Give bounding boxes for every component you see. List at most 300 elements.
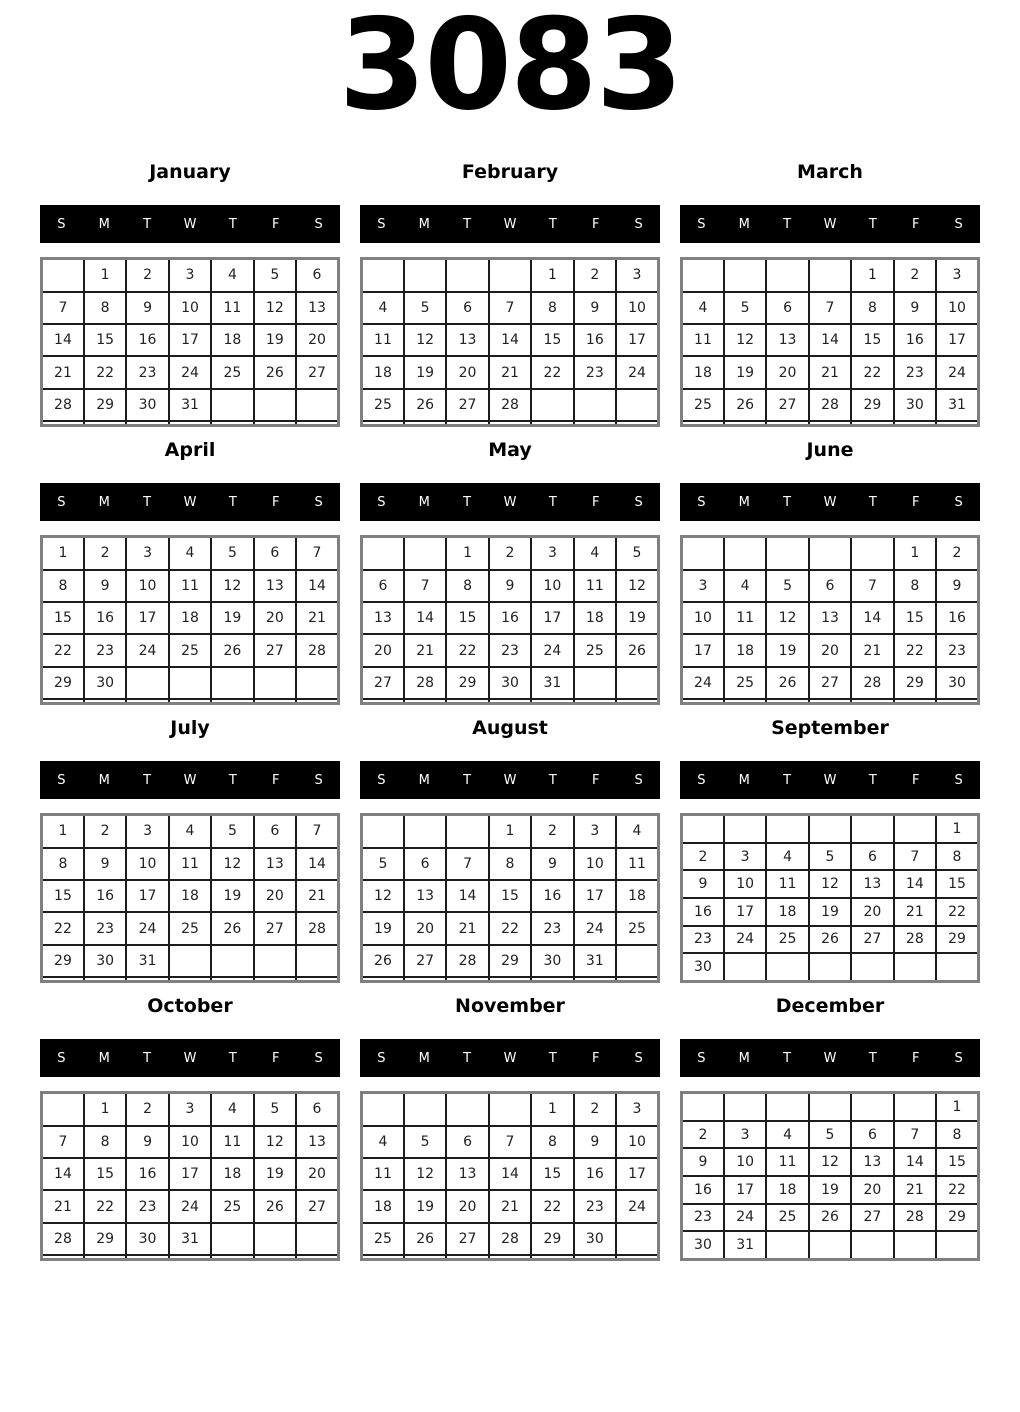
- day-cell: 20: [296, 1158, 338, 1190]
- day-cell: 22: [936, 1176, 978, 1204]
- weekday-label: F: [271, 494, 280, 510]
- day-cell: 25: [169, 912, 211, 944]
- day-cell: 29: [42, 945, 84, 977]
- day-cell: 7: [851, 570, 893, 602]
- day-cell: 20: [254, 602, 296, 634]
- month-july: [40, 716, 340, 983]
- day-cell: 2: [84, 815, 126, 848]
- weekday-label: M: [738, 1050, 750, 1066]
- day-cell: 26: [404, 1223, 446, 1255]
- empty-day-cell: [42, 1093, 84, 1126]
- day-cell: 15: [531, 324, 573, 356]
- day-cell: 4: [766, 843, 808, 871]
- day-cell: 27: [851, 1204, 893, 1232]
- day-cell: 26: [809, 1204, 851, 1232]
- day-cell: 23: [489, 634, 531, 666]
- day-cell: 30: [894, 389, 936, 421]
- day-cell: 5: [809, 843, 851, 871]
- day-cell: 25: [211, 356, 253, 388]
- weekday-header-bar: [680, 1039, 980, 1077]
- day-cell: 18: [362, 356, 404, 388]
- week-row: [42, 1255, 339, 1260]
- week-row: [362, 1190, 659, 1222]
- day-cell: 24: [126, 634, 168, 666]
- empty-day-cell: [894, 953, 936, 981]
- day-cell: 30: [489, 667, 531, 699]
- empty-day-cell: [531, 389, 573, 421]
- day-cell: 27: [809, 667, 851, 699]
- weekday-label: T: [548, 1050, 557, 1066]
- day-cell: 4: [682, 292, 724, 324]
- weekday-label: T: [228, 1050, 237, 1066]
- weekday-label: S: [634, 494, 643, 510]
- empty-day-cell: [404, 1093, 446, 1126]
- day-cell: 7: [894, 843, 936, 871]
- day-cell: 5: [404, 1126, 446, 1158]
- day-cell: 10: [682, 602, 724, 634]
- day-cell: 11: [169, 570, 211, 602]
- day-cell: 9: [489, 570, 531, 602]
- day-cell: 18: [724, 634, 766, 666]
- empty-day-cell: [851, 699, 893, 704]
- weekday-label: T: [783, 1050, 792, 1066]
- empty-day-cell: [446, 699, 488, 704]
- day-cell: 11: [766, 870, 808, 898]
- day-cell: 4: [616, 815, 658, 848]
- day-cell: 10: [724, 1148, 766, 1176]
- week-row: [362, 1223, 659, 1255]
- day-cell: 25: [574, 634, 616, 666]
- weekday-label: F: [271, 772, 280, 788]
- day-cell: 3: [531, 537, 573, 570]
- day-cell: 5: [362, 848, 404, 880]
- weekday-label: W: [183, 216, 197, 232]
- empty-day-cell: [894, 421, 936, 426]
- day-cell: 12: [211, 848, 253, 880]
- week-row: [42, 880, 339, 912]
- week-row: [42, 977, 339, 982]
- weekday-label: S: [377, 772, 386, 788]
- week-row: [42, 1190, 339, 1222]
- week-row: [682, 324, 979, 356]
- weekday-label: M: [418, 216, 430, 232]
- day-cell: 27: [851, 926, 893, 954]
- weekday-label: T: [868, 216, 877, 232]
- week-row: [42, 292, 339, 324]
- month-january: [40, 160, 340, 427]
- empty-day-cell: [404, 815, 446, 848]
- day-cell: 6: [362, 570, 404, 602]
- day-cell: 31: [169, 1223, 211, 1255]
- weekday-label: S: [377, 494, 386, 510]
- weekday-label: M: [418, 1050, 430, 1066]
- empty-day-cell: [169, 421, 211, 426]
- day-cell: 21: [489, 356, 531, 388]
- week-row: [42, 945, 339, 977]
- day-cell: 17: [169, 1158, 211, 1190]
- empty-day-cell: [446, 1255, 488, 1260]
- weekday-label: M: [738, 494, 750, 510]
- month-day-grid: [360, 257, 660, 427]
- weekday-label: M: [98, 216, 110, 232]
- empty-day-cell: [724, 537, 766, 570]
- week-row: [42, 389, 339, 421]
- day-cell: 19: [616, 602, 658, 634]
- day-cell: 20: [404, 912, 446, 944]
- empty-day-cell: [126, 977, 168, 982]
- weekday-header-bar: [40, 761, 340, 799]
- empty-day-cell: [894, 815, 936, 843]
- day-cell: 3: [169, 259, 211, 292]
- week-row: [362, 324, 659, 356]
- year-title: 3083: [338, 0, 682, 138]
- empty-day-cell: [894, 1093, 936, 1121]
- day-cell: 29: [84, 1223, 126, 1255]
- empty-day-cell: [489, 699, 531, 704]
- day-cell: 18: [766, 1176, 808, 1204]
- day-cell: 19: [809, 898, 851, 926]
- empty-day-cell: [851, 537, 893, 570]
- day-cell: 22: [84, 1190, 126, 1222]
- day-cell: 27: [766, 389, 808, 421]
- week-row: [42, 356, 339, 388]
- day-cell: 18: [211, 1158, 253, 1190]
- day-cell: 9: [682, 870, 724, 898]
- day-cell: 25: [682, 389, 724, 421]
- day-cell: 25: [169, 634, 211, 666]
- week-row: [682, 1204, 979, 1232]
- day-cell: 8: [42, 570, 84, 602]
- day-cell: 5: [404, 292, 446, 324]
- day-cell: 4: [169, 537, 211, 570]
- empty-day-cell: [682, 699, 724, 704]
- empty-day-cell: [362, 977, 404, 982]
- week-row: [682, 815, 979, 843]
- day-cell: 10: [169, 1126, 211, 1158]
- day-cell: 23: [574, 1190, 616, 1222]
- day-cell: 8: [851, 292, 893, 324]
- weekday-label: W: [503, 216, 517, 232]
- day-cell: 22: [894, 634, 936, 666]
- day-cell: 2: [682, 1121, 724, 1149]
- day-cell: 24: [531, 634, 573, 666]
- day-cell: 23: [936, 634, 978, 666]
- day-cell: 12: [362, 880, 404, 912]
- day-cell: 26: [809, 926, 851, 954]
- weekday-label: W: [823, 772, 837, 788]
- empty-day-cell: [574, 699, 616, 704]
- day-cell: 7: [42, 292, 84, 324]
- empty-day-cell: [254, 945, 296, 977]
- day-cell: 16: [84, 880, 126, 912]
- day-cell: 18: [362, 1190, 404, 1222]
- day-cell: 14: [404, 602, 446, 634]
- day-cell: 20: [446, 1190, 488, 1222]
- day-cell: 28: [42, 389, 84, 421]
- empty-day-cell: [766, 421, 808, 426]
- day-cell: 26: [211, 912, 253, 944]
- empty-day-cell: [296, 699, 338, 704]
- empty-day-cell: [404, 699, 446, 704]
- day-cell: 14: [296, 570, 338, 602]
- day-cell: 28: [404, 667, 446, 699]
- day-cell: 20: [851, 898, 893, 926]
- day-cell: 16: [126, 324, 168, 356]
- day-cell: 22: [531, 356, 573, 388]
- weekday-header-bar: [360, 1039, 660, 1077]
- empty-day-cell: [809, 953, 851, 981]
- day-cell: 22: [489, 912, 531, 944]
- week-row: [42, 848, 339, 880]
- weekday-label: T: [143, 772, 152, 788]
- empty-day-cell: [211, 389, 253, 421]
- week-row: [42, 537, 339, 570]
- day-cell: 30: [682, 1231, 724, 1259]
- weekday-label: W: [183, 1050, 197, 1066]
- empty-day-cell: [724, 953, 766, 981]
- weekday-label: S: [377, 1050, 386, 1066]
- empty-day-cell: [126, 1255, 168, 1260]
- day-cell: 20: [254, 880, 296, 912]
- weekday-label: T: [463, 494, 472, 510]
- day-cell: 8: [936, 843, 978, 871]
- weekday-label: T: [868, 1050, 877, 1066]
- day-cell: 15: [936, 870, 978, 898]
- day-cell: 17: [616, 1158, 658, 1190]
- weekday-label: T: [783, 772, 792, 788]
- empty-day-cell: [404, 421, 446, 426]
- day-cell: 21: [851, 634, 893, 666]
- day-cell: 28: [809, 389, 851, 421]
- empty-day-cell: [254, 667, 296, 699]
- day-cell: 27: [446, 389, 488, 421]
- day-cell: 28: [894, 926, 936, 954]
- weekday-label: M: [418, 772, 430, 788]
- day-cell: 25: [362, 1223, 404, 1255]
- day-cell: 13: [851, 870, 893, 898]
- week-row: [42, 1223, 339, 1255]
- day-cell: 16: [489, 602, 531, 634]
- day-cell: 15: [531, 1158, 573, 1190]
- month-title: January: [149, 161, 231, 183]
- day-cell: 4: [362, 292, 404, 324]
- day-cell: 29: [851, 389, 893, 421]
- day-cell: 30: [936, 667, 978, 699]
- day-cell: 31: [936, 389, 978, 421]
- empty-day-cell: [296, 667, 338, 699]
- day-cell: 20: [809, 634, 851, 666]
- day-cell: 8: [489, 848, 531, 880]
- day-cell: 16: [574, 324, 616, 356]
- day-cell: 25: [766, 1204, 808, 1232]
- day-cell: 28: [296, 634, 338, 666]
- week-row: [682, 634, 979, 666]
- empty-day-cell: [851, 1231, 893, 1259]
- weekday-header-bar: [40, 483, 340, 521]
- day-cell: 2: [936, 537, 978, 570]
- empty-day-cell: [682, 1093, 724, 1121]
- week-row: [682, 1231, 979, 1259]
- empty-day-cell: [894, 699, 936, 704]
- day-cell: 1: [84, 1093, 126, 1126]
- week-row: [682, 421, 979, 426]
- day-cell: 13: [446, 1158, 488, 1190]
- empty-day-cell: [84, 699, 126, 704]
- weekday-label: M: [98, 494, 110, 510]
- day-cell: 23: [126, 356, 168, 388]
- day-cell: 21: [809, 356, 851, 388]
- day-cell: 23: [84, 912, 126, 944]
- day-cell: 11: [362, 1158, 404, 1190]
- day-cell: 14: [42, 1158, 84, 1190]
- empty-day-cell: [574, 667, 616, 699]
- day-cell: 25: [724, 667, 766, 699]
- empty-day-cell: [42, 259, 84, 292]
- day-cell: 18: [616, 880, 658, 912]
- day-cell: 30: [126, 389, 168, 421]
- day-cell: 1: [936, 815, 978, 843]
- day-cell: 12: [404, 1158, 446, 1190]
- weekday-label: M: [738, 772, 750, 788]
- weekday-label: F: [271, 1050, 280, 1066]
- weekday-label: W: [183, 772, 197, 788]
- day-cell: 13: [296, 1126, 338, 1158]
- day-cell: 18: [169, 602, 211, 634]
- day-cell: 7: [446, 848, 488, 880]
- day-cell: 17: [616, 324, 658, 356]
- empty-day-cell: [574, 421, 616, 426]
- day-cell: 13: [404, 880, 446, 912]
- empty-day-cell: [254, 699, 296, 704]
- day-cell: 6: [766, 292, 808, 324]
- day-cell: 10: [574, 848, 616, 880]
- empty-day-cell: [809, 537, 851, 570]
- day-cell: 21: [894, 898, 936, 926]
- empty-day-cell: [616, 667, 658, 699]
- empty-day-cell: [682, 537, 724, 570]
- day-cell: 21: [894, 1176, 936, 1204]
- month-day-grid: [680, 535, 980, 705]
- day-cell: 31: [574, 945, 616, 977]
- day-cell: 7: [894, 1121, 936, 1149]
- empty-day-cell: [404, 977, 446, 982]
- empty-day-cell: [574, 1255, 616, 1260]
- empty-day-cell: [296, 1223, 338, 1255]
- day-cell: 16: [894, 324, 936, 356]
- week-row: [362, 1255, 659, 1260]
- empty-day-cell: [211, 1223, 253, 1255]
- weekday-label: F: [911, 1050, 920, 1066]
- weekday-label: S: [314, 216, 323, 232]
- day-cell: 26: [766, 667, 808, 699]
- day-cell: 18: [766, 898, 808, 926]
- empty-day-cell: [851, 953, 893, 981]
- day-cell: 20: [296, 324, 338, 356]
- empty-day-cell: [362, 699, 404, 704]
- day-cell: 13: [809, 602, 851, 634]
- day-cell: 15: [489, 880, 531, 912]
- week-row: [362, 699, 659, 704]
- day-cell: 12: [404, 324, 446, 356]
- empty-day-cell: [851, 815, 893, 843]
- weekday-label: S: [954, 1050, 963, 1066]
- empty-day-cell: [809, 815, 851, 843]
- day-cell: 20: [446, 356, 488, 388]
- day-cell: 8: [531, 292, 573, 324]
- month-november: [360, 994, 660, 1261]
- week-row: [682, 1093, 979, 1121]
- month-december: [680, 994, 980, 1261]
- day-cell: 16: [682, 1176, 724, 1204]
- weekday-label: F: [271, 216, 280, 232]
- empty-day-cell: [404, 259, 446, 292]
- day-cell: 21: [296, 602, 338, 634]
- empty-day-cell: [362, 1093, 404, 1126]
- day-cell: 7: [809, 292, 851, 324]
- day-cell: 20: [362, 634, 404, 666]
- day-cell: 6: [446, 292, 488, 324]
- day-cell: 15: [42, 602, 84, 634]
- day-cell: 10: [169, 292, 211, 324]
- weekday-label: T: [463, 216, 472, 232]
- day-cell: 6: [851, 1121, 893, 1149]
- day-cell: 28: [894, 1204, 936, 1232]
- weekday-label: F: [591, 216, 600, 232]
- day-cell: 7: [404, 570, 446, 602]
- weekday-label: S: [57, 772, 66, 788]
- day-cell: 3: [682, 570, 724, 602]
- day-cell: 29: [84, 389, 126, 421]
- empty-day-cell: [616, 1223, 658, 1255]
- day-cell: 6: [404, 848, 446, 880]
- day-cell: 3: [126, 537, 168, 570]
- month-april: [40, 438, 340, 705]
- weekday-label: S: [954, 216, 963, 232]
- weekday-label: F: [591, 494, 600, 510]
- day-cell: 6: [254, 537, 296, 570]
- day-cell: 11: [574, 570, 616, 602]
- weekday-label: S: [57, 1050, 66, 1066]
- weekday-label: S: [57, 494, 66, 510]
- day-cell: 11: [724, 602, 766, 634]
- month-day-grid: [40, 257, 340, 427]
- weekday-label: T: [868, 772, 877, 788]
- weekday-label: W: [503, 494, 517, 510]
- week-row: [682, 570, 979, 602]
- empty-day-cell: [254, 421, 296, 426]
- day-cell: 12: [809, 870, 851, 898]
- day-cell: 17: [169, 324, 211, 356]
- day-cell: 23: [531, 912, 573, 944]
- day-cell: 8: [894, 570, 936, 602]
- week-row: [362, 356, 659, 388]
- day-cell: 11: [211, 1126, 253, 1158]
- week-row: [682, 1148, 979, 1176]
- day-cell: 1: [531, 1093, 573, 1126]
- empty-day-cell: [362, 815, 404, 848]
- day-cell: 14: [894, 870, 936, 898]
- empty-day-cell: [169, 667, 211, 699]
- day-cell: 11: [682, 324, 724, 356]
- day-cell: 15: [851, 324, 893, 356]
- week-row: [42, 421, 339, 426]
- day-cell: 27: [362, 667, 404, 699]
- day-cell: 12: [724, 324, 766, 356]
- week-row: [42, 1093, 339, 1126]
- day-cell: 26: [211, 634, 253, 666]
- day-cell: 9: [894, 292, 936, 324]
- day-cell: 24: [936, 356, 978, 388]
